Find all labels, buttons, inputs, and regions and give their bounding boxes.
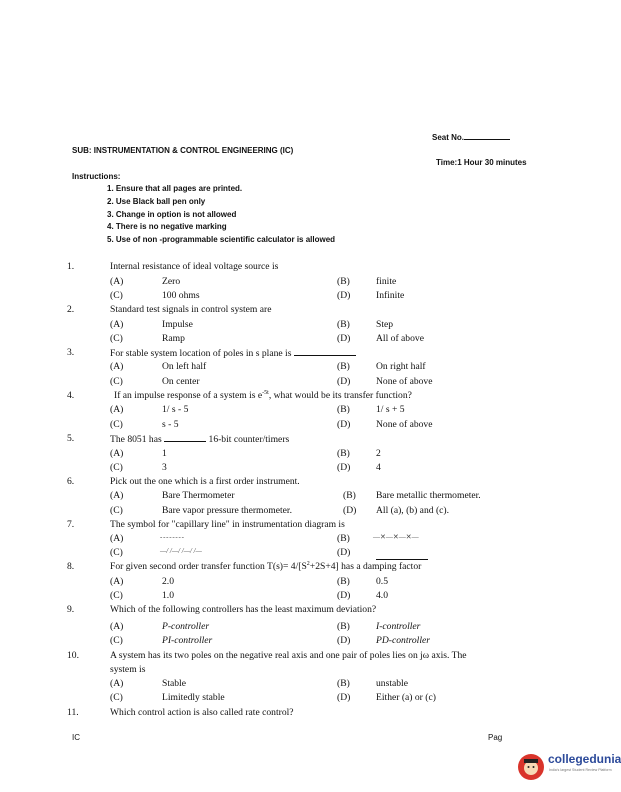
exam-time: Time:1 Hour 30 minutes (436, 158, 527, 167)
option-label: (D) (337, 547, 351, 558)
option-text: 4 (376, 462, 381, 473)
option-text: 100 ohms (162, 290, 200, 301)
question-number: 11. (67, 707, 79, 718)
option-label: (B) (337, 576, 350, 587)
option-label: (D) (337, 290, 351, 301)
question-text-pre: For given second order transfer function T(s)= 4/[S (110, 561, 307, 573)
option-label: (D) (337, 419, 351, 430)
option-text: On center (162, 376, 200, 387)
option-label: (C) (110, 376, 123, 387)
option-text: I-controller (376, 621, 421, 632)
seat-no (432, 131, 510, 142)
option-text: Infinite (376, 290, 405, 301)
option-label: (B) (337, 361, 350, 372)
question-text: Pick out the one which is a first order instrument. (110, 476, 300, 487)
option-text: 1.0 (162, 590, 174, 601)
option-label: (B) (337, 404, 350, 415)
question-number: 5. (67, 433, 75, 444)
option-label: (C) (110, 419, 123, 430)
option-text: Zero (162, 276, 181, 287)
option-text: 1 (162, 448, 167, 459)
question-number: 1. (67, 261, 75, 272)
option-label: (A) (110, 448, 124, 459)
option-label: (A) (110, 404, 124, 415)
option-text: P-controller (162, 621, 210, 632)
question-text-post: 16-bit counter/timers (208, 434, 290, 445)
instructions-title: Instructions: (72, 172, 121, 181)
question-text-post: +2S+4] has a damping factor (309, 561, 422, 573)
option-text: Impulse (162, 319, 193, 330)
question-text: A system has its two poles on the negative real axis and one pair of poles lies on jω axis. The (110, 650, 467, 661)
question-text: Which of the following controllers has the least maximum deviation? (110, 604, 377, 615)
option-label: (B) (337, 678, 350, 689)
question-text (110, 561, 421, 572)
option-text: PI-controller (162, 635, 213, 646)
option-text: 2 (376, 448, 381, 459)
footer-subject-code: IC (72, 733, 80, 742)
option-label: (D) (337, 635, 351, 646)
option-text: PD-controller (376, 635, 430, 646)
option-label: (C) (110, 692, 123, 703)
option-text: 1/ s - 5 (162, 404, 189, 415)
option-label: (D) (337, 333, 351, 344)
option-label: (D) (337, 692, 351, 703)
option-text: Ramp (162, 333, 185, 344)
subject-title: SUB: INSTRUMENTATION & CONTROL ENGINEERING (IC) (72, 146, 294, 155)
question-number: 2. (67, 304, 75, 315)
option-text: Either (a) or (c) (376, 692, 436, 703)
question-text: Which control action is also called rate control? (110, 707, 294, 718)
answer-blank (164, 433, 206, 442)
option-text: Limitedly stable (162, 692, 225, 703)
option-label: (B) (337, 448, 350, 459)
option-label: (C) (110, 462, 123, 473)
instruction-item: 5. Use of non -programmable scientific calculator is allowed (107, 235, 336, 244)
option-text: Bare metallic thermometer. (376, 490, 481, 501)
answer-blank (294, 347, 356, 356)
mascot-face-icon (518, 754, 544, 780)
option-label: (C) (110, 547, 123, 558)
option-label: (C) (110, 333, 123, 344)
exponent: -5t (262, 390, 269, 396)
option-label: (A) (110, 576, 124, 587)
instruction-item: 1. Ensure that all pages are printed. (107, 184, 243, 193)
question-text-content: For stable system location of poles in s plane is (110, 348, 292, 359)
option-text: finite (376, 276, 397, 287)
answer-blank (376, 551, 428, 560)
question-text-post: , what would be its transfer function? (268, 390, 412, 402)
option-label: (A) (110, 621, 124, 632)
option-text: None of above (376, 419, 433, 430)
option-label: (B) (343, 490, 356, 501)
option-text: unstable (376, 678, 408, 689)
option-label: (A) (110, 533, 124, 544)
option-label: (A) (110, 319, 124, 330)
question-text-continued: system is (110, 664, 146, 675)
option-label: (D) (343, 505, 357, 516)
instruction-item: 3. Change in option is not allowed (107, 210, 237, 219)
question-number: 8. (67, 561, 75, 572)
brand-tagline: India's largest Student Review Platform (549, 768, 612, 772)
exponent: 2 (306, 561, 310, 567)
option-text: None of above (376, 376, 433, 387)
question-text: The symbol for "capillary line" in instrumentation diagram is (110, 519, 345, 530)
question-text (114, 390, 412, 401)
option-label: (D) (337, 462, 351, 473)
option-label: (A) (110, 361, 124, 372)
option-label: (A) (110, 678, 124, 689)
option-text: Stable (162, 678, 186, 689)
question-number: 4. (67, 390, 75, 401)
question-text (110, 347, 356, 359)
option-text: 3 (162, 462, 167, 473)
x-line-symbol: —✕—✕—✕— (373, 533, 419, 541)
option-label: (B) (337, 276, 350, 287)
option-label: (C) (110, 635, 123, 646)
question-text: Standard test signals in control system are (110, 304, 272, 315)
option-text: s - 5 (162, 419, 179, 430)
question-number: 10. (67, 650, 79, 661)
question-text: Internal resistance of ideal voltage source is (110, 261, 279, 272)
option-text: 4.0 (376, 590, 388, 601)
brand-name: collegedunia (548, 752, 621, 766)
option-text: On right half (376, 361, 426, 372)
option-text: 2.0 (162, 576, 174, 587)
option-text: On left half (162, 361, 207, 372)
option-text: Step (376, 319, 394, 330)
option-label: (A) (110, 276, 124, 287)
hatched-line-symbol: —/ /—/ /—/ /— (160, 547, 202, 555)
option-text: 1/ s + 5 (376, 404, 405, 415)
option-text: Bare Thermometer (162, 490, 235, 501)
option-label: (B) (337, 533, 350, 544)
instruction-item: 4. There is no negative marking (107, 222, 227, 231)
option-text: Bare vapor pressure thermometer. (162, 505, 292, 516)
option-label: (B) (337, 319, 350, 330)
option-label: (D) (337, 376, 351, 387)
dashed-line-symbol: - - - - - - - - (160, 533, 184, 541)
seat-no-blank (464, 131, 510, 140)
instruction-item: 2. Use Black ball pen only (107, 197, 206, 206)
option-label: (D) (337, 590, 351, 601)
page-number: Pag (488, 733, 503, 742)
question-number: 6. (67, 476, 75, 487)
question-number: 7. (67, 519, 75, 530)
option-label: (C) (110, 590, 123, 601)
option-label: (C) (110, 290, 123, 301)
option-label: (B) (337, 621, 350, 632)
option-text: 0.5 (376, 576, 388, 587)
question-text (110, 433, 289, 445)
question-number: 9. (67, 604, 75, 615)
option-text: All of above (376, 333, 424, 344)
option-label: (C) (110, 505, 123, 516)
question-text-pre: If an impulse response of a system is e (114, 390, 263, 402)
question-text-pre: The 8051 has (110, 434, 162, 445)
seat-no-label: Seat No. (432, 133, 465, 142)
question-number: 3. (67, 347, 75, 358)
option-label: (A) (110, 490, 124, 501)
option-text: All (a), (b) and (c). (376, 505, 449, 516)
